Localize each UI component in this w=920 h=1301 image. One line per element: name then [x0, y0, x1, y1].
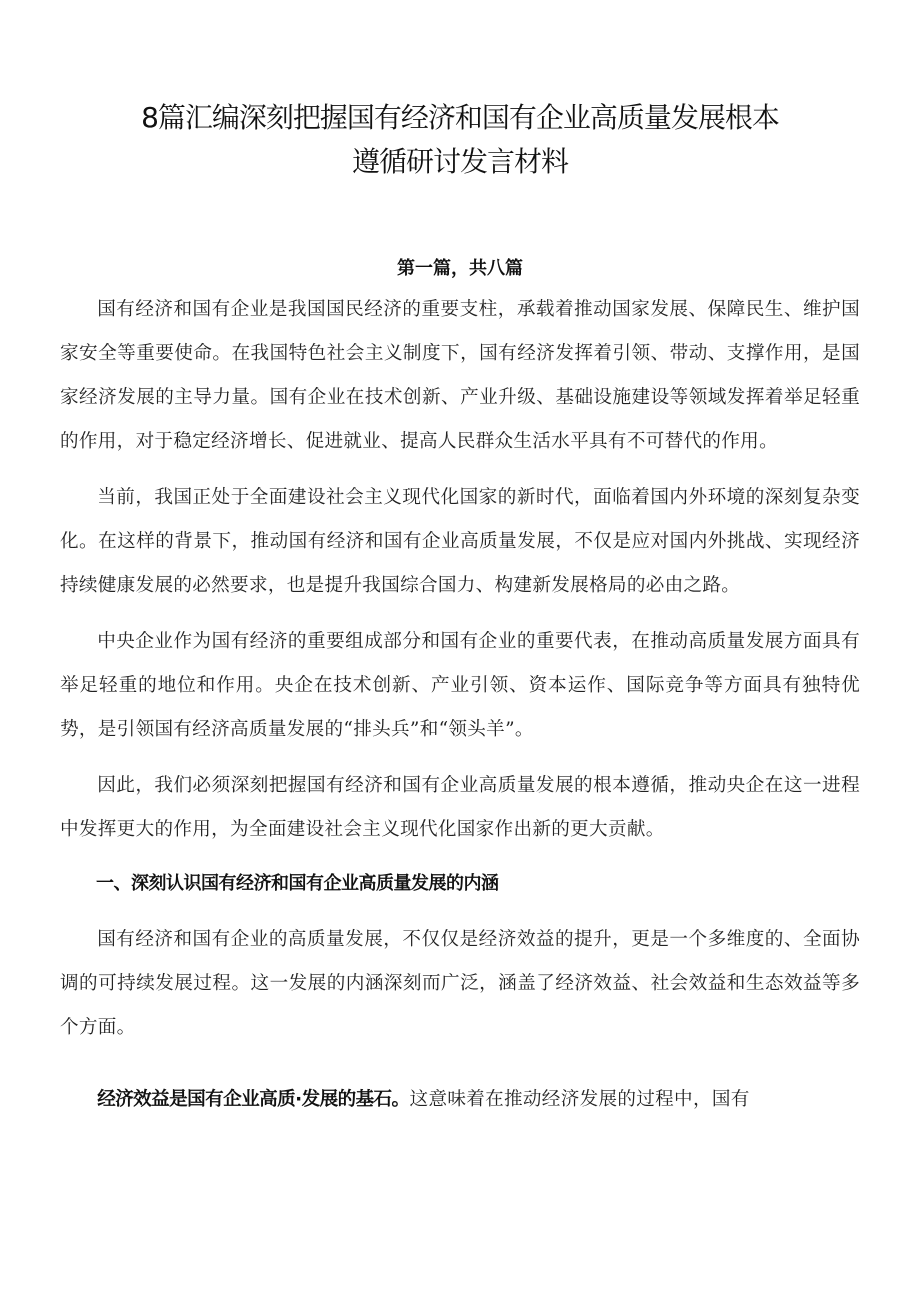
- document-title: [60, 96, 860, 184]
- part-subtitle: 第一篇，共八篇: [397, 258, 523, 279]
- body-paragraph-economic-benefit: [60, 1078, 860, 1122]
- section-paragraph-1: 国有经济和国有企业的高质量发展，不仅仅是经济效益的提升，更是一个多维度的、全面协调的可持续发展过程。这一发展的内涵深刻而广泛，涵盖了经济效益、社会效益和生态效益等多个方面。: [60, 929, 860, 1038]
- paragraph-continuation: 这意味着在推动经济发展的过程中，国有: [409, 1089, 750, 1110]
- body-paragraph-3: 中央企业作为国有经济的重要组成部分和国有企业的重要代表，在推动高质量发展方面具有举足轻重的地位和作用。央企在技术创新、产业引领、资本运作、国际竞争等方面具有独特优势，是引领国有经济高质量发展的“排头兵”和“领头羊”。: [60, 631, 860, 740]
- body-paragraph-1: 国有经济和国有企业是我国国民经济的重要支柱，承载着推动国家发展、保障民生、维护国家安全等重要使命。在我国特色社会主义制度下，国有经济发挥着引领、带动、支撑作用，是国家经济发展的主导力量。国有企业在技术创新、产业升级、基础设施建设等领域发挥着举足轻重的作用，对于稳定经济增长、促进就业、提高人民群众生活水平具有不可替代的作用。: [60, 299, 860, 452]
- body-paragraph-4: 因此，我们必须深刻把握国有经济和国有企业高质量发展的根本遵循，推动央企在这一进程中发挥更大的作用，为全面建设社会主义现代化国家作出新的更大贡献。: [60, 775, 860, 840]
- title-line-1: 8篇汇编深刻把握国有经济和国有企业高质量发展根本: [141, 101, 779, 134]
- title-line-2: 遵循研讨发言材料: [351, 145, 568, 178]
- body-paragraph-2: 当前，我国正处于全面建设社会主义现代化国家的新时代，面临着国内外环境的深刻复杂变化。在这样的背景下，推动国有经济和国有企业高质量发展，不仅是应对国内外挑战、实现经济持续健康发展的必然要求，也是提升我国综合国力、构建新发展格局的必由之路。: [60, 487, 860, 596]
- paragraph-lead-sentence: 经济效益是国有企业高质·发展的基石。: [97, 1089, 410, 1110]
- section-heading-1: 一、深刻认识国有经济和国有企业高质量发展的内涵: [96, 873, 499, 894]
